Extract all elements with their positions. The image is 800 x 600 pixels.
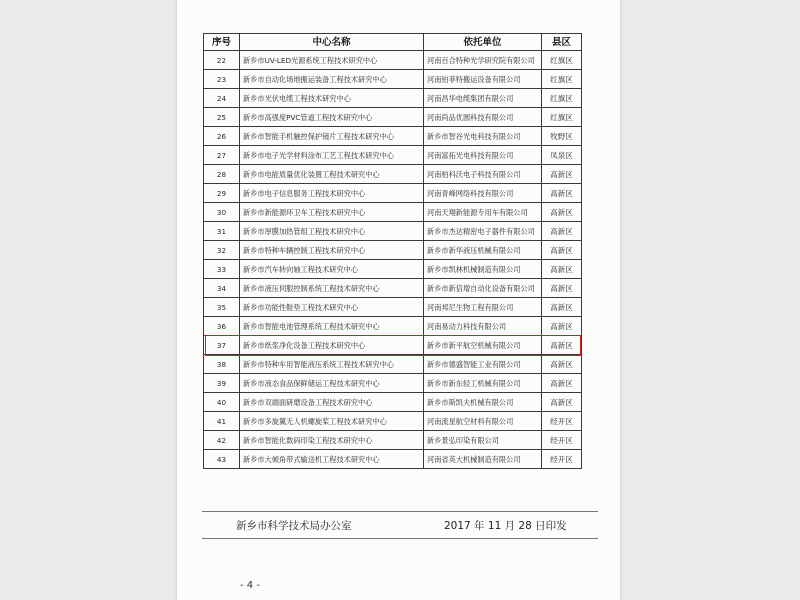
table-row — [204, 393, 582, 412]
table-row — [204, 279, 582, 298]
table-row — [204, 127, 582, 146]
table-row — [204, 431, 582, 450]
cell-district: 经开区 — [542, 412, 582, 431]
table-row — [204, 89, 582, 108]
cell-district: 高新区 — [542, 336, 582, 355]
cell-org: 河南富拓光电科技有限公司 — [424, 146, 542, 165]
table-row — [204, 51, 582, 70]
cell-no: 34 — [204, 279, 240, 298]
cell-no: 40 — [204, 393, 240, 412]
cell-org: 河南易动力科技有限公司 — [424, 317, 542, 336]
cell-district: 高新区 — [542, 184, 582, 203]
header-no: 序号 — [204, 34, 240, 51]
cell-org: 河南省英大机械制造有限公司 — [424, 450, 542, 469]
cell-no: 22 — [204, 51, 240, 70]
cell-name: 新乡市汽车转向轴工程技术研究中心 — [240, 260, 424, 279]
table-row — [204, 260, 582, 279]
cell-district: 红旗区 — [542, 70, 582, 89]
table-row — [204, 336, 582, 355]
table-row — [204, 412, 582, 431]
cell-name: 新乡市纸浆净化设备工程技术研究中心 — [240, 336, 424, 355]
cell-name: 新乡市电子光学材料涂布工艺工程技术研究中心 — [240, 146, 424, 165]
cell-no: 27 — [204, 146, 240, 165]
cell-district: 高新区 — [542, 260, 582, 279]
page-number: - 4 - — [240, 580, 260, 591]
cell-org: 河南流星航空材料有限公司 — [424, 412, 542, 431]
table-header-row — [204, 34, 582, 51]
cell-name: 新乡市智能电池管理系统工程技术研究中心 — [240, 317, 424, 336]
cell-org: 新乡市凯林机械制造有限公司 — [424, 260, 542, 279]
cell-name: 新乡市液态食品保鲜储运工程技术研究中心 — [240, 374, 424, 393]
cell-org: 河南柏科沃电子科技有限公司 — [424, 165, 542, 184]
cell-no: 28 — [204, 165, 240, 184]
cell-no: 29 — [204, 184, 240, 203]
cell-no: 39 — [204, 374, 240, 393]
cell-no: 30 — [204, 203, 240, 222]
cell-name: 新乡市光伏电缆工程技术研究中心 — [240, 89, 424, 108]
cell-district: 凤泉区 — [542, 146, 582, 165]
cell-org: 河南天翔新能源专用车有限公司 — [424, 203, 542, 222]
cell-name: 新乡市双端面研磨设备工程技术研究中心 — [240, 393, 424, 412]
table-row — [204, 355, 582, 374]
cell-district: 高新区 — [542, 279, 582, 298]
cell-no: 36 — [204, 317, 240, 336]
cell-no: 37 — [204, 336, 240, 355]
cell-name: 新乡市液压伺服控制系统工程技术研究中心 — [240, 279, 424, 298]
cell-org: 新乡市新倍增自动化设备有限公司 — [424, 279, 542, 298]
cell-org: 河南百合特种光学研究院有限公司 — [424, 51, 542, 70]
research-center-table — [203, 33, 582, 469]
cell-name: 新乡市特种车辆控制工程技术研究中心 — [240, 241, 424, 260]
cell-name: 新乡市特种车用智能液压系统工程技术研究中心 — [240, 355, 424, 374]
cell-district: 高新区 — [542, 241, 582, 260]
issuing-office: 新乡市科学技术局办公室 — [236, 520, 352, 532]
cell-org: 新乡市斯凯夫机械有限公司 — [424, 393, 542, 412]
table-body — [204, 51, 582, 469]
header-name: 中心名称 — [240, 34, 424, 51]
cell-no: 23 — [204, 70, 240, 89]
cell-no: 38 — [204, 355, 240, 374]
cell-no: 42 — [204, 431, 240, 450]
cell-org: 新乡市新平航空机械有限公司 — [424, 336, 542, 355]
cell-name: 新乡市多旋翼无人机螺旋桨工程技术研究中心 — [240, 412, 424, 431]
table-row — [204, 374, 582, 393]
cell-no: 35 — [204, 298, 240, 317]
table-row — [204, 108, 582, 127]
cell-org: 河南昌华电缆集团有限公司 — [424, 89, 542, 108]
cell-org: 新乡市智谷光电科技有限公司 — [424, 127, 542, 146]
cell-org: 新乡市新华液压机械有限公司 — [424, 241, 542, 260]
cell-org: 河南尚品优圆科技有限公司 — [424, 108, 542, 127]
cell-org: 河南铂菲特搬运设备有限公司 — [424, 70, 542, 89]
cell-org: 新乡市德盛智能工业有限公司 — [424, 355, 542, 374]
table-row — [204, 70, 582, 89]
cell-name: 新乡市智能化数码印染工程技术研究中心 — [240, 431, 424, 450]
table-row — [204, 450, 582, 469]
table-row — [204, 165, 582, 184]
cell-district: 红旗区 — [542, 89, 582, 108]
table-row — [204, 298, 582, 317]
cell-org: 新乡景弘印染有限公司 — [424, 431, 542, 450]
cell-district: 经开区 — [542, 431, 582, 450]
footer-bottom-rule — [202, 538, 598, 539]
header-org: 依托单位 — [424, 34, 542, 51]
issue-date: 2017 年 11 月 28 日印发 — [444, 520, 567, 532]
cell-district: 高新区 — [542, 355, 582, 374]
footer-top-rule — [202, 511, 598, 512]
cell-org: 河南青峰网络科技有限公司 — [424, 184, 542, 203]
table-row — [204, 222, 582, 241]
cell-district: 红旗区 — [542, 51, 582, 70]
cell-district: 高新区 — [542, 165, 582, 184]
cell-name: 新乡市新能源环卫车工程技术研究中心 — [240, 203, 424, 222]
cell-district: 经开区 — [542, 450, 582, 469]
cell-district: 高新区 — [542, 298, 582, 317]
cell-name: 新乡市电子信息服务工程技术研究中心 — [240, 184, 424, 203]
cell-district: 牧野区 — [542, 127, 582, 146]
cell-name: 新乡市高强度PVC管道工程技术研究中心 — [240, 108, 424, 127]
cell-district: 高新区 — [542, 222, 582, 241]
cell-name: 新乡市UV-LED光源系统工程技术研究中心 — [240, 51, 424, 70]
cell-no: 26 — [204, 127, 240, 146]
cell-district: 高新区 — [542, 374, 582, 393]
cell-district: 高新区 — [542, 203, 582, 222]
table-row — [204, 241, 582, 260]
cell-org: 新乡市新东轻工机械有限公司 — [424, 374, 542, 393]
header-district: 县区 — [542, 34, 582, 51]
cell-district: 高新区 — [542, 317, 582, 336]
table-row — [204, 203, 582, 222]
cell-name: 新乡市智能手机触控保护镜片工程技术研究中心 — [240, 127, 424, 146]
cell-org: 新乡市杰达精密电子器件有限公司 — [424, 222, 542, 241]
cell-district: 红旗区 — [542, 108, 582, 127]
cell-no: 31 — [204, 222, 240, 241]
cell-name: 新乡市功能性鞋垫工程技术研究中心 — [240, 298, 424, 317]
cell-name: 新乡市自动化场地搬运装备工程技术研究中心 — [240, 70, 424, 89]
table-row — [204, 184, 582, 203]
cell-name: 新乡市电能质量优化装置工程技术研究中心 — [240, 165, 424, 184]
cell-name: 新乡市厚膜加热管组工程技术研究中心 — [240, 222, 424, 241]
table-row — [204, 317, 582, 336]
cell-no: 32 — [204, 241, 240, 260]
cell-no: 33 — [204, 260, 240, 279]
cell-no: 25 — [204, 108, 240, 127]
cell-name: 新乡市大倾角带式输送机工程技术研究中心 — [240, 450, 424, 469]
cell-district: 高新区 — [542, 393, 582, 412]
cell-no: 43 — [204, 450, 240, 469]
table-row — [204, 146, 582, 165]
cell-no: 24 — [204, 89, 240, 108]
cell-org: 河南邦尼生物工程有限公司 — [424, 298, 542, 317]
cell-no: 41 — [204, 412, 240, 431]
